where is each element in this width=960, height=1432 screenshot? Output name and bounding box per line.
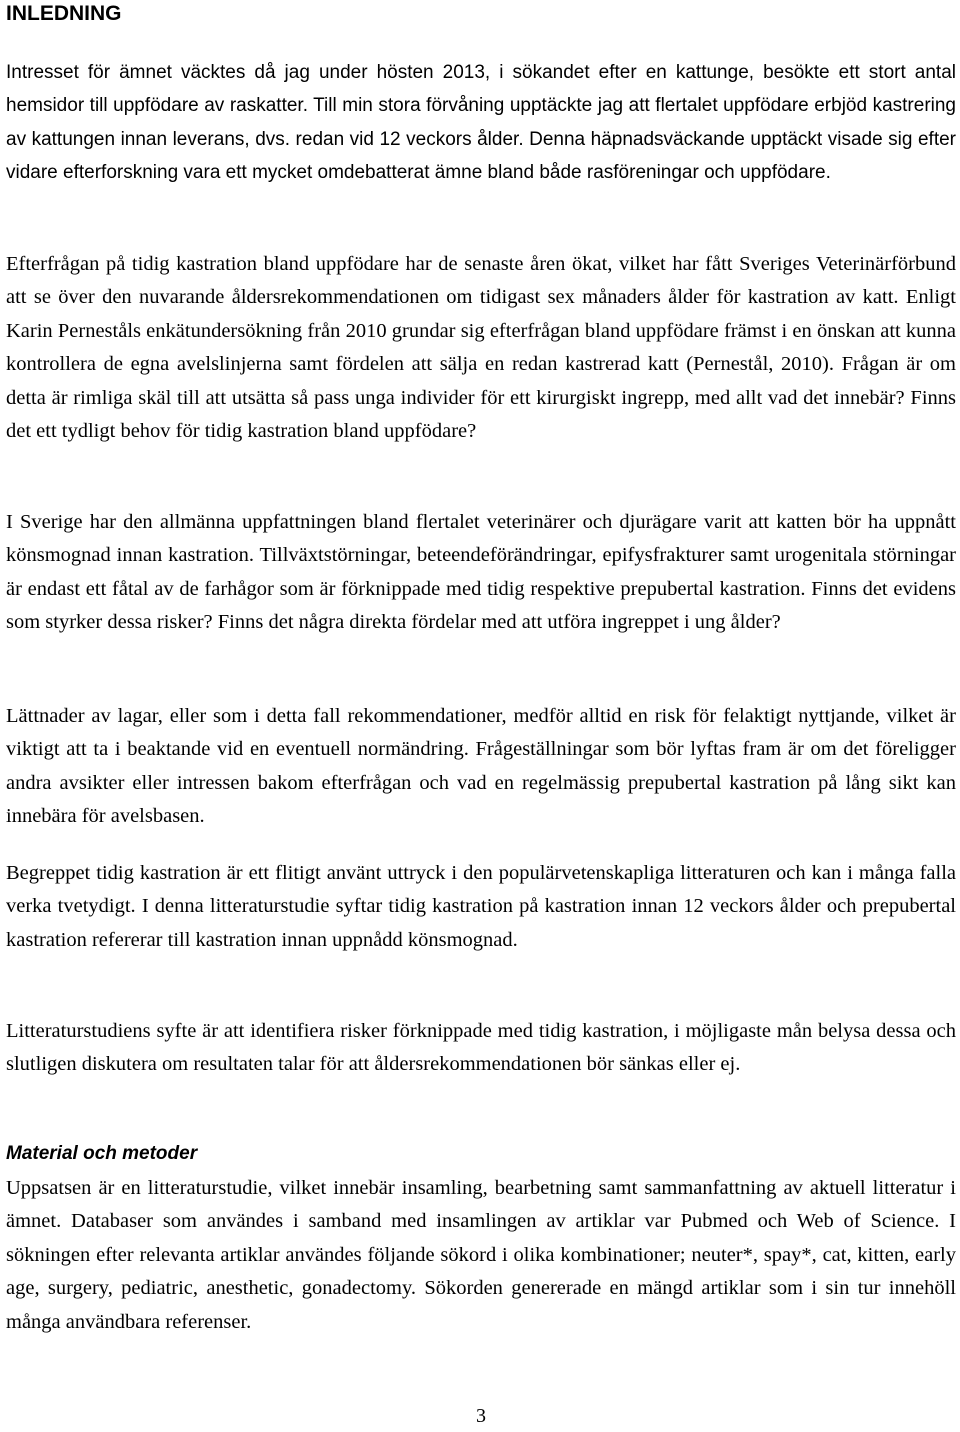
page-number: 3 <box>476 1405 486 1427</box>
paragraph-demand: Efterfrågan på tidig kastration bland uppfödare har de senaste åren ökat, vilket har fått Sveriges Veterinärförbund att se över den nuvarande åldersrekommendationen om tidigast sex månaders ålder för kastration av katt. Enligt Karin Perneståls enkätundersökning från 2010 grundar sig efterfrågan bland uppfödare främst i en önskan att kunna kontrollera de egna avelslinjerna samt fördelen att sälja en redan kastrerad katt (Pernestål, 2010). Frågan är om detta är rimliga skäl till att utsätta så pass unga individer för ett kirurgiskt ingrepp, med allt vad det innebär? Finns det ett tydligt behov för tidig kastration bland uppfödare? <box>6 253 956 443</box>
document-page <box>6 0 956 1432</box>
section-heading-methods: Material och metoder <box>6 1143 198 1164</box>
paragraph-law-relief: Lättnader av lagar, eller som i detta fall rekommendationer, medför alltid en risk för felaktigt nyttjande, vilket är viktigt att ta i beaktande vid en eventuell normändring. Frågeställningar som bör lyftas fram är om det föreligger andra avsikter eller intressen bakom efterfrågan och vad en regelmässig prepubertal kastration på lång sikt kan innebära för avelsbasen. <box>6 705 956 828</box>
intro-paragraph <box>6 56 956 190</box>
paragraph-definition: Begreppet tidig kastration är ett flitigt använt uttryck i den populärvetenskapliga litteraturen och kan i många falla verka tvetydigt. I denna litteraturstudie syftar tidig kastration på kastration innan 12 veckors ålder och prepubertal kastration refererar till kastration innan uppnådd könsmognad. <box>6 862 956 951</box>
section-heading-inledning: INLEDNING <box>6 2 122 25</box>
paragraph-sweden-view: I Sverige har den allmänna uppfattningen bland flertalet veterinärer och djurägare varit att katten bör ha uppnått könsmognad innan kastration. Tillväxtstörningar, beteendeförändringar, epifysfrakturer samt urogenitala störningar är endast ett fåtal av de farhågor som är förknippade med tidig respektive prepubertal kastration. Finns det evidens som styrker dessa risker? Finns det några direkta fördelar med att utföra ingreppet i ung ålder? <box>6 511 956 634</box>
paragraph-methods: Uppsatsen är en litteraturstudie, vilket innebär insamling, bearbetning samt sammanfattning av aktuell litteratur i ämnet. Databaser som användes i samband med insamlingen av artiklar var Pubmed och Web of Science. I sökningen efter relevanta artiklar användes följande sökord i olika kombinationer; neuter*, spay*, cat, kitten, early age, surgery, pediatric, anesthetic, gonadectomy. Sökorden genererade en mängd artiklar som i sin tur innehöll många användbara referenser. <box>6 1177 956 1333</box>
intro-text: Intresset för ämnet väcktes då jag under hösten 2013, i sökandet efter en kattunge, besökte ett stort antal hemsidor till uppfödare av raskatter. Till min stora förvåning upptäckte jag att flertalet uppfödare erbjöd kastrering av kattungen innan leverans, dvs. redan vid 12 veckors ålder. Denna häpnadsväckande upptäckt visade sig efter vidare efterforskning vara ett mycket omdebatterat ämne bland både rasföreningar och uppfödare. <box>6 62 956 184</box>
paragraph-purpose: Litteraturstudiens syfte är att identifiera risker förknippade med tidig kastration, i möjligaste mån belysa dessa och slutligen diskutera om resultaten talar för att åldersrekommendationen bör sänkas eller ej. <box>6 1020 956 1076</box>
